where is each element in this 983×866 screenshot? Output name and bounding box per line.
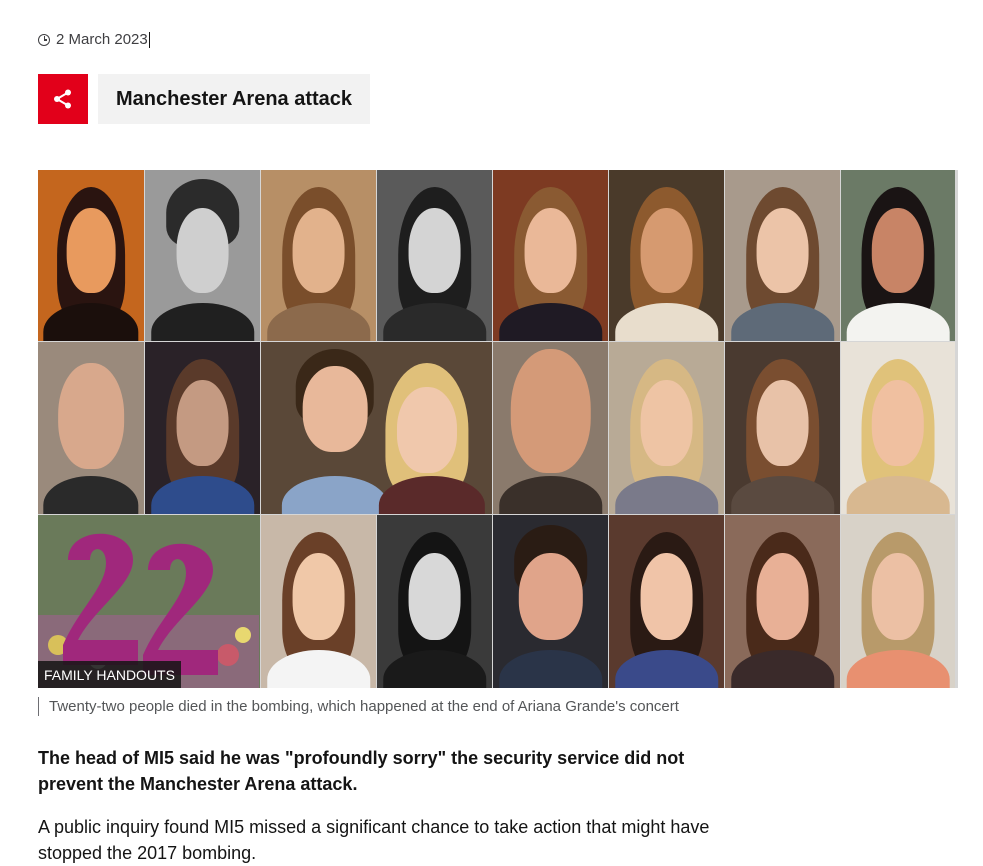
- victim-photo: [609, 515, 724, 688]
- victim-photo: [609, 342, 724, 514]
- body-paragraph: A public inquiry found MI5 missed a significant chance to take action that might have stopped the 2017 bombing.: [38, 817, 710, 863]
- image-caption: Twenty-two people died in the bombing, which happened at the end of Ariana Grande's concert: [38, 697, 679, 716]
- share-button[interactable]: [38, 74, 88, 124]
- victim-photo: [38, 170, 144, 341]
- image-credit-label: FAMILY HANDOUTS: [38, 661, 181, 688]
- victim-photo: [377, 515, 492, 688]
- victim-photo: [145, 170, 260, 341]
- victim-photo: [145, 342, 260, 514]
- victim-photo: [261, 342, 492, 514]
- victim-photo: [261, 515, 376, 688]
- victim-photo: [493, 170, 608, 341]
- victim-photo: [493, 342, 608, 514]
- victim-photo: [38, 342, 144, 514]
- victim-photo: [377, 170, 492, 341]
- clock-icon: [38, 34, 50, 46]
- victim-photo: [841, 342, 955, 514]
- timestamp-text: 2 March 2023: [56, 31, 148, 48]
- article-timestamp: [38, 31, 150, 48]
- victim-photo: [725, 170, 840, 341]
- victim-photo: [725, 342, 840, 514]
- victim-photo: [841, 515, 955, 688]
- lead-paragraph: The head of MI5 said he was "profoundly sorry" the security service did not prevent the Manchester Arena attack.: [38, 748, 685, 794]
- victims-photo-collage: [38, 170, 958, 688]
- victim-photo: [725, 515, 840, 688]
- victim-photo: [609, 170, 724, 341]
- topic-tag-link[interactable]: Manchester Arena attack: [98, 74, 370, 124]
- victim-photo: [841, 170, 955, 341]
- share-icon: [52, 88, 74, 110]
- text-cursor: [149, 32, 150, 48]
- victim-photo: [261, 170, 376, 341]
- victim-photo: [493, 515, 608, 688]
